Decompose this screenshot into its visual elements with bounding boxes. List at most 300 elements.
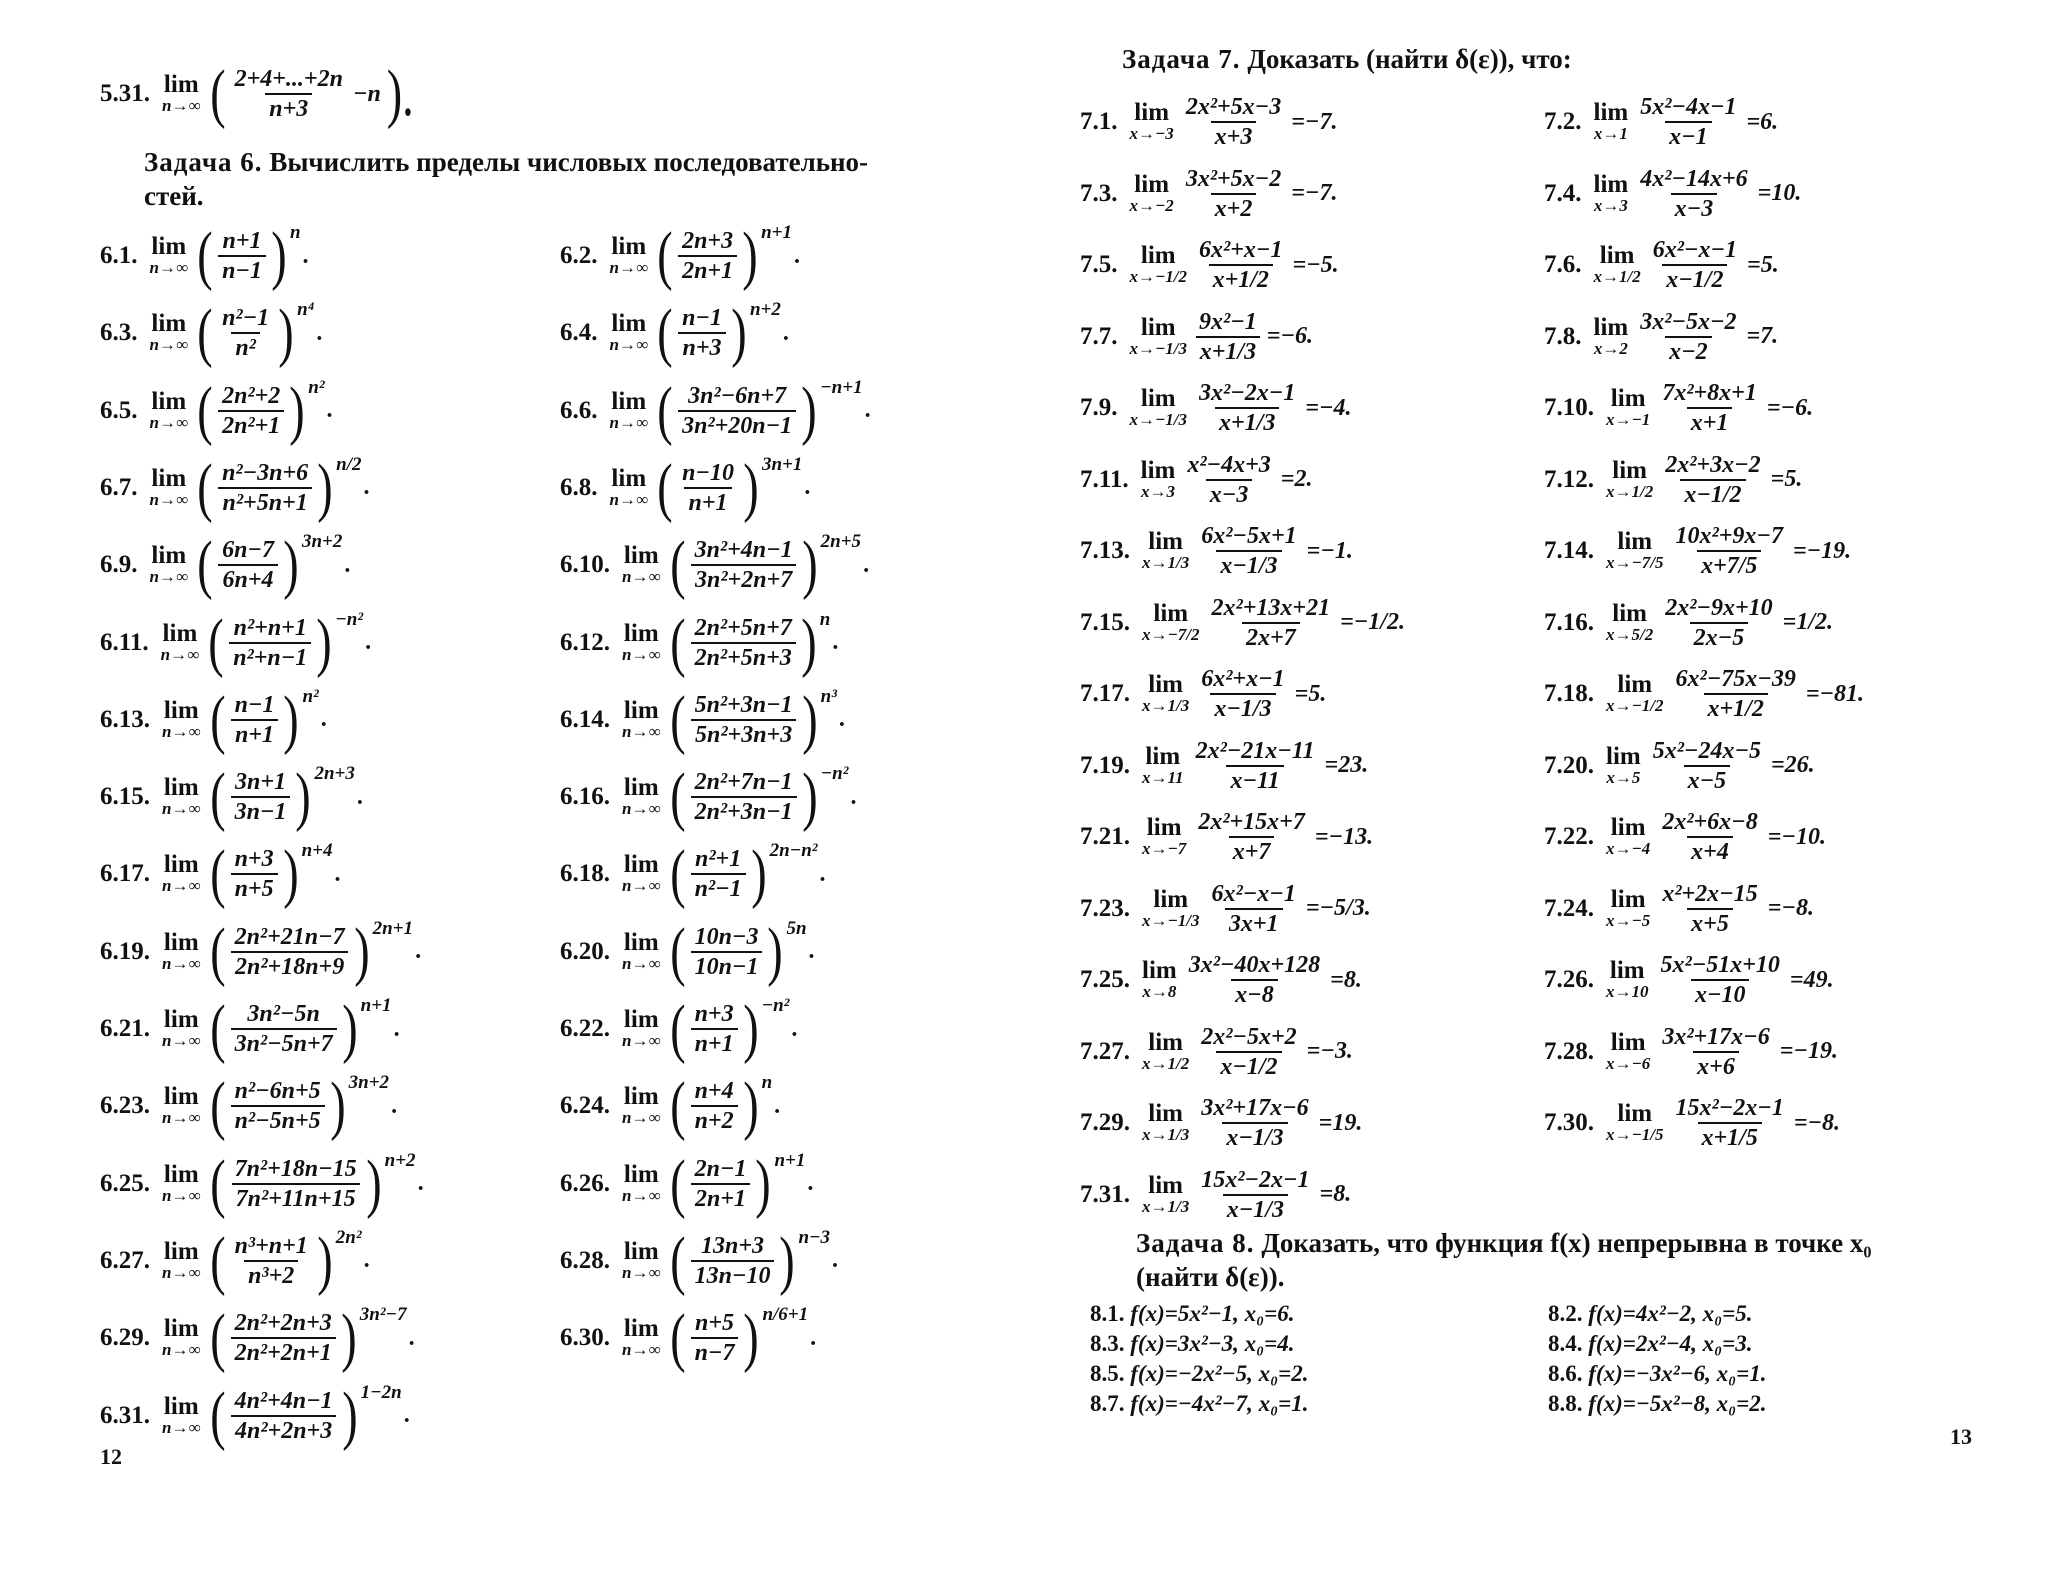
problem-number: 7.3. — [1080, 179, 1118, 207]
right-paren: ) — [750, 837, 767, 911]
problem-number: 6.14. — [560, 705, 610, 733]
denominator: n² — [231, 332, 260, 362]
denominator: x−8 — [1231, 979, 1278, 1009]
problem-number: 6.23. — [100, 1092, 150, 1120]
fraction — [231, 1387, 337, 1445]
limit-problem — [560, 836, 825, 912]
problem-number: 6.28. — [560, 1246, 610, 1274]
left-paren: ( — [209, 760, 226, 834]
fraction — [231, 1000, 337, 1058]
right-paren: ) — [801, 760, 818, 834]
lim-subscript: x→3 — [1140, 481, 1175, 501]
limit-problem — [560, 1223, 838, 1299]
problem-number: 5.31. — [100, 80, 150, 107]
fraction — [1636, 93, 1740, 151]
numerator: 5x²−51x+10 — [1660, 952, 1780, 978]
fraction — [691, 614, 796, 672]
limit-problem — [560, 759, 856, 835]
limit-operator — [150, 235, 189, 277]
limit-operator — [1142, 885, 1200, 930]
exponent: n³ — [820, 685, 837, 707]
lim-subscript: n→∞ — [622, 721, 661, 741]
numerator: 2n²+2n+3 — [234, 1310, 332, 1337]
exponent: −n² — [761, 995, 790, 1016]
numerator: 7x²+8x+1 — [1662, 380, 1757, 406]
left-paren: ( — [209, 57, 226, 130]
continuity-problem — [1548, 1360, 1766, 1388]
problem-number: 6.4. — [560, 319, 598, 347]
numerator: 2x²+6x−8 — [1662, 809, 1758, 835]
limit-operator — [1606, 742, 1641, 787]
limit-problem — [100, 1300, 415, 1376]
numerator: n+3 — [694, 1001, 734, 1027]
task-text-cont: стей. — [144, 181, 204, 211]
fraction — [1657, 951, 1784, 1009]
lim-subscript: x→−5 — [1606, 910, 1651, 930]
numerator: 6x²−5x+1 — [1201, 523, 1297, 549]
fraction — [1197, 1166, 1313, 1224]
lim-subscript: x→−1/2 — [1606, 696, 1664, 715]
limit-problem — [560, 991, 797, 1067]
denominator: n+1 — [231, 719, 278, 749]
limit-operator — [1130, 101, 1174, 143]
limit-operator — [1594, 101, 1629, 143]
limit-problem — [1080, 299, 1313, 375]
period: . — [807, 1170, 814, 1197]
limit-operator — [1606, 599, 1654, 644]
right-paren: ) — [282, 837, 299, 911]
limit-operator — [622, 1160, 661, 1205]
limit-value: =−6. — [1266, 323, 1313, 349]
exponent: n — [761, 1072, 773, 1094]
function-definition: f(x)=3x²−3, x₀=4. — [1130, 1331, 1295, 1356]
fraction — [218, 536, 278, 594]
denominator: x−1/2 — [1680, 479, 1745, 509]
period: . — [334, 860, 341, 887]
lim-word: lim — [623, 1315, 659, 1343]
lim-word: lim — [163, 1237, 199, 1265]
limit-problem — [1080, 1014, 1353, 1090]
numerator: 9x²−1 — [1199, 308, 1257, 335]
problem-number: 6.17. — [100, 860, 150, 888]
limit-problem — [560, 527, 869, 603]
numerator: 15x²−2x−1 — [1675, 1095, 1784, 1121]
lim-word: lim — [1140, 385, 1176, 412]
limit-problem — [1544, 299, 1778, 375]
problem-number: 7.2. — [1544, 108, 1582, 135]
problem-number: 7.5. — [1080, 251, 1118, 278]
lim-subscript: n→∞ — [149, 489, 189, 509]
limit-value: =5. — [1294, 680, 1327, 707]
numerator: 2x²−9x+10 — [1665, 594, 1773, 621]
numerator: 6x²−x−1 — [1652, 237, 1738, 263]
problem-number: 7.28. — [1544, 1037, 1594, 1065]
lim-subscript: n→∞ — [622, 799, 661, 819]
limit-problem — [1544, 1085, 1840, 1161]
numerator: 2x²−5x+2 — [1201, 1023, 1297, 1050]
lim-word: lim — [623, 774, 659, 802]
limit-value: =23. — [1324, 752, 1369, 778]
limit-value: =8. — [1330, 966, 1362, 993]
denominator: n+3 — [265, 93, 312, 123]
problem-number: 8.8. — [1548, 1391, 1583, 1416]
problem-number: 6.9. — [100, 551, 138, 579]
exponent: 3n+1 — [761, 453, 803, 475]
right-paren: ) — [801, 373, 817, 447]
limit-operator — [1142, 673, 1189, 715]
denominator: 3x+1 — [1225, 908, 1283, 938]
lim-subscript: n→∞ — [162, 876, 201, 896]
denominator: x+4 — [1687, 836, 1733, 866]
function-definition: f(x)=−2x²−5, x₀=2. — [1130, 1361, 1309, 1386]
task-text: Доказать (найти δ(ε)), что: — [1247, 44, 1572, 74]
fraction — [1195, 379, 1299, 437]
denominator: 2n+1 — [691, 1183, 750, 1213]
numerator: n+1 — [222, 228, 262, 254]
fraction — [218, 382, 284, 440]
limit-problem — [100, 1146, 424, 1222]
limit-operator — [1142, 742, 1184, 787]
fraction — [678, 459, 738, 517]
limit-problem — [1080, 728, 1368, 804]
limit-operator — [162, 928, 201, 973]
lim-word: lim — [623, 928, 659, 956]
denominator: x+1/5 — [1698, 1122, 1762, 1152]
continuity-problem — [1090, 1300, 1295, 1328]
limit-problem — [1080, 84, 1337, 160]
lim-word: lim — [1609, 957, 1645, 984]
problem-number: 6.3. — [100, 319, 138, 347]
denominator: n+5 — [231, 873, 278, 903]
function-definition: f(x)=−4x²−7, x₀=1. — [1130, 1391, 1309, 1416]
limit-problem — [1080, 585, 1405, 661]
fraction — [1661, 451, 1764, 509]
numerator: n+5 — [694, 1310, 735, 1337]
left-paren: ( — [197, 219, 213, 292]
lim-word: lim — [151, 310, 187, 338]
denominator: 3n²+2n+7 — [691, 564, 796, 594]
lim-word: lim — [163, 1083, 199, 1111]
limit-problem — [1544, 1014, 1838, 1090]
limit-problem — [100, 991, 400, 1067]
right-paren: ) — [341, 992, 358, 1065]
limit-operator — [1142, 1028, 1190, 1073]
limit-problem — [100, 836, 340, 912]
lim-subscript: n→∞ — [149, 567, 189, 587]
lim-subscript: n→∞ — [609, 258, 649, 277]
lim-word: lim — [1617, 528, 1653, 555]
limit-operator — [150, 544, 189, 586]
problem-number: 8.2. — [1548, 1301, 1583, 1326]
limit-problem — [560, 1068, 780, 1144]
problem-number: 8.3. — [1090, 1331, 1125, 1356]
continuity-problem — [1548, 1330, 1753, 1358]
lim-subscript: n→∞ — [162, 953, 201, 973]
problem-number: 6.10. — [560, 551, 610, 579]
denominator: x−1 — [1665, 121, 1712, 151]
denominator: 6n+4 — [218, 564, 277, 594]
limit-operator — [622, 619, 661, 664]
lim-word: lim — [1142, 957, 1177, 984]
limit-value: =−8. — [1793, 1109, 1841, 1136]
limit-operator — [162, 1008, 201, 1050]
exponent: n⁴ — [297, 299, 315, 321]
exponent: 2n+5 — [820, 531, 862, 553]
lim-subscript: x→−6 — [1606, 1053, 1651, 1073]
problem-number: 7.1. — [1080, 108, 1118, 135]
period: . — [791, 1015, 798, 1042]
fraction — [1672, 1094, 1788, 1152]
lim-word: lim — [623, 696, 659, 724]
limit-problem — [100, 1223, 370, 1299]
right-paren: ) — [801, 605, 817, 679]
denominator: n+1 — [684, 487, 731, 517]
problem-number: 7.16. — [1544, 608, 1594, 636]
problem-number: 7.20. — [1544, 751, 1594, 779]
lim-word: lim — [163, 851, 199, 879]
numerator: 3x²+5x−2 — [1185, 165, 1282, 192]
lim-word: lim — [1617, 1100, 1653, 1127]
continuity-problem — [1090, 1360, 1308, 1388]
limit-problem — [1544, 728, 1815, 804]
lim-subscript: x→−7/2 — [1142, 624, 1200, 644]
fraction — [691, 768, 797, 826]
limit-operator — [1606, 673, 1664, 715]
right-paren: ) — [271, 219, 287, 292]
function-definition: f(x)=−5x²−8, x₀=2. — [1588, 1391, 1767, 1416]
numerator: 6x²−75x−39 — [1675, 666, 1796, 692]
problem-number: 7.19. — [1080, 751, 1130, 779]
fraction — [1661, 594, 1776, 652]
lim-subscript: n→∞ — [162, 1031, 201, 1050]
problem-number: 6.5. — [100, 396, 138, 424]
lim-subscript: x→−1/3 — [1129, 338, 1188, 358]
fraction — [231, 1077, 325, 1135]
limit-operator — [162, 1317, 201, 1359]
numerator: 2x²+13x+21 — [1211, 594, 1331, 621]
problem-number: 6.7. — [100, 473, 138, 501]
lim-subscript: x→1/3 — [1142, 553, 1190, 572]
left-paren: ( — [669, 914, 686, 988]
period: . — [302, 242, 309, 269]
lim-subscript: n→∞ — [149, 335, 189, 355]
limit-operator — [1130, 387, 1188, 429]
fraction — [691, 1309, 739, 1367]
limit-value: =26. — [1771, 752, 1815, 778]
lim-word: lim — [623, 619, 659, 647]
lim-subscript: n→∞ — [162, 1108, 201, 1128]
problem-number: 6.13. — [100, 705, 150, 733]
numerator: 5x²−24x−5 — [1652, 737, 1761, 764]
fraction — [1183, 451, 1274, 509]
limit-operator — [162, 1160, 201, 1205]
period: . — [782, 319, 789, 346]
fraction — [231, 1232, 312, 1290]
fraction — [1194, 808, 1309, 866]
limit-operator — [1142, 599, 1200, 644]
function-definition: f(x)=4x²−2, x₀=5. — [1588, 1301, 1753, 1326]
lim-subscript: x→1 — [1593, 124, 1628, 143]
denominator: x+5 — [1687, 908, 1733, 938]
numerator: 3n²+4n−1 — [694, 537, 793, 564]
problem-number: 7.11. — [1080, 465, 1129, 493]
period: . — [344, 551, 351, 578]
denominator: 3n²+20n−1 — [678, 410, 796, 440]
denominator: n−1 — [218, 255, 266, 285]
limit-operator — [150, 312, 189, 354]
left-paren: ( — [657, 450, 673, 524]
limit-problem — [1080, 442, 1312, 518]
problem-number: 8.1. — [1090, 1301, 1125, 1326]
limit-operator — [622, 1237, 661, 1282]
fraction — [231, 1155, 361, 1213]
fraction — [231, 768, 291, 826]
denominator: x−1/2 — [1662, 264, 1727, 294]
fraction — [218, 227, 266, 285]
problem-number: 7.10. — [1544, 394, 1594, 421]
limit-problem — [100, 1378, 410, 1454]
problem-number: 7.8. — [1544, 322, 1582, 350]
problem-number: 6.6. — [560, 396, 598, 424]
period: . — [838, 706, 845, 733]
problem-number: 6.24. — [560, 1092, 610, 1120]
lim-subscript: x→−7 — [1142, 839, 1187, 858]
lim-subscript: n→∞ — [622, 567, 661, 587]
lim-word: lim — [611, 310, 647, 338]
exponent: 2n+1 — [372, 917, 414, 939]
lim-word: lim — [623, 1006, 659, 1033]
right-paren: ) — [365, 1146, 382, 1220]
numerator: 3x²−2x−1 — [1199, 380, 1296, 406]
limit-operator — [1593, 170, 1629, 215]
right-page — [1036, 0, 2072, 1579]
exponent: n — [819, 608, 831, 630]
period: . — [415, 938, 422, 965]
denominator: 2n²+5n+3 — [691, 642, 796, 672]
limit-value: =5. — [1747, 251, 1779, 278]
lim-word: lim — [1140, 313, 1176, 341]
right-paren: ) — [289, 373, 305, 447]
lim-word: lim — [163, 1160, 199, 1188]
period: . — [408, 1324, 415, 1351]
fraction — [1658, 808, 1761, 866]
problem-number: 7.25. — [1080, 966, 1130, 993]
denominator: x−1/3 — [1222, 1122, 1287, 1152]
numerator: 2x²−21x−11 — [1195, 737, 1315, 764]
numerator: n³+n+1 — [234, 1232, 308, 1259]
lim-subscript: n→∞ — [162, 1262, 201, 1282]
denominator: x−5 — [1684, 765, 1731, 795]
problem-5-31 — [100, 56, 419, 132]
problem-number: 8.7. — [1090, 1391, 1125, 1416]
problem-number: 7.14. — [1544, 537, 1594, 564]
fraction — [1197, 522, 1300, 580]
limit-problem — [560, 682, 845, 758]
period: . — [316, 319, 323, 346]
continuity-problem — [1548, 1300, 1753, 1328]
numerator: 15x²−2x−1 — [1201, 1166, 1310, 1193]
limit-operator — [609, 387, 649, 432]
right-paren: ) — [317, 450, 333, 524]
denominator: n³+2 — [244, 1260, 298, 1290]
denominator: 2n²+2n+1 — [231, 1337, 336, 1367]
limit-problem — [560, 1300, 816, 1376]
numerator: 3x²−40x+128 — [1188, 952, 1321, 978]
left-paren: ( — [669, 1146, 686, 1220]
numerator: x²+2x−15 — [1662, 880, 1758, 907]
lim-word: lim — [1134, 170, 1170, 198]
exponent: n/6+1 — [762, 1304, 809, 1326]
numerator: 6x²+x−1 — [1201, 666, 1285, 692]
denominator: 10n−1 — [691, 951, 763, 981]
left-paren: ( — [209, 1378, 226, 1452]
lim-word: lim — [151, 464, 187, 492]
limit-problem — [1544, 156, 1801, 232]
numerator: 5x²−4x−1 — [1640, 94, 1737, 120]
problem-number: 6.2. — [560, 242, 598, 269]
right-paren: ) — [755, 1146, 772, 1220]
lim-word: lim — [163, 1392, 199, 1420]
numerator: n²−1 — [222, 305, 270, 332]
lim-word: lim — [1610, 814, 1646, 841]
limit-value: =10. — [1757, 180, 1802, 206]
problem-number: 6.15. — [100, 783, 150, 811]
denominator: x−10 — [1691, 979, 1750, 1009]
denominator: 2n²+18n+9 — [231, 951, 348, 981]
limit-value: =8. — [1319, 1181, 1352, 1207]
right-paren: ) — [283, 682, 300, 756]
lim-word: lim — [1599, 242, 1635, 269]
limit-problem — [560, 218, 800, 294]
problem-number: 6.19. — [100, 937, 150, 965]
denominator: x−1/3 — [1223, 1194, 1288, 1224]
problem-number: 6.22. — [560, 1015, 610, 1042]
numerator: 10x²+9x−7 — [1675, 523, 1783, 549]
fraction — [678, 382, 796, 440]
fraction — [231, 923, 349, 981]
problem-number: 7.13. — [1080, 537, 1130, 564]
right-paren: ) — [278, 296, 294, 370]
denominator: n−7 — [691, 1337, 739, 1367]
lim-word: lim — [1153, 885, 1189, 913]
problem-number: 7.12. — [1544, 465, 1594, 493]
right-paren: ) — [742, 219, 758, 292]
limit-operator — [149, 464, 189, 509]
lim-subscript: n→∞ — [149, 258, 189, 277]
period: . — [832, 1247, 839, 1274]
numerator: 6n−7 — [222, 537, 274, 564]
lim-subscript: x→11 — [1142, 767, 1184, 787]
problem-number: 6.27. — [100, 1246, 150, 1274]
left-paren: ( — [657, 219, 673, 292]
limit-problem — [100, 605, 371, 681]
numerator: n−10 — [682, 459, 734, 486]
left-paren: ( — [197, 528, 213, 602]
fraction — [229, 614, 311, 672]
numerator: 2n−1 — [694, 1155, 747, 1182]
lim-subscript: x→10 — [1606, 982, 1649, 1001]
task-8-heading — [1136, 1226, 2036, 1294]
exponent: −n+1 — [820, 376, 863, 398]
continuity-problem — [1090, 1390, 1308, 1418]
right-paren: ) — [743, 1301, 760, 1375]
lim-word: lim — [1593, 313, 1629, 341]
limit-problem — [560, 450, 810, 526]
limit-operator — [622, 928, 661, 973]
limit-operator — [162, 853, 201, 895]
limit-problem — [1544, 799, 1826, 875]
limit-operator — [1129, 170, 1174, 215]
